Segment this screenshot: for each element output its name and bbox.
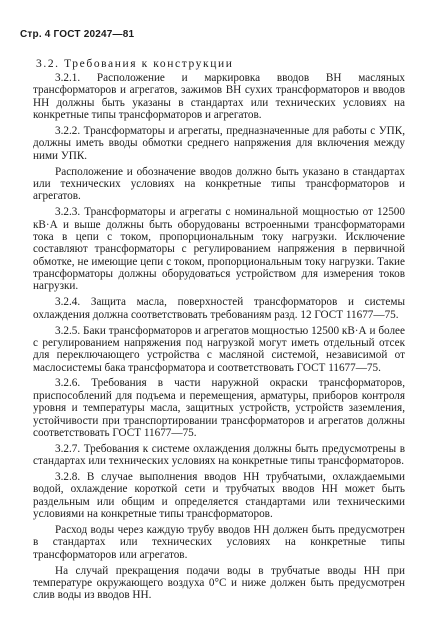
page-header: Стр. 4 ГОСТ 20247—81 bbox=[20, 29, 135, 40]
paragraph-3-2-6: 3.2.6. Требования в части наружной окраски трансформаторов, приспособлений для подъема и перемещения, арматуры, приборов контроля уровня и температуры масла, защитных устройств, устройств заземления, устойчивости при транспортировании трансформаторов и агрегатов должны соответствовать ГОСТ 11677—75. bbox=[33, 377, 405, 439]
section-title: 3.2. Требования к конструкции bbox=[36, 58, 234, 70]
paragraph-3-2-3: 3.2.3. Трансформаторы и агрегаты с номинальной мощностью от 12500 кВ·А и выше должны быть оборудованы встроенными трансформаторами тока в цепи с током, пропорциональным току нагрузки. Исключение составляют трансформаторы с регулированием напряжения в первичной обмотке, не имеющие цепи с током, пропорциональным току нагрузки. Такие трансформаторы должны оборудоваться устройством для измерения токов нагрузки. bbox=[33, 206, 405, 293]
paragraph-3-2-1: 3.2.1. Расположение и маркировка вводов ВН масляных трансформаторов и агрегатов, зажимов ВН сухих трансформаторов и вводов НН должны быть указаны в стандартах или технических условиях на конкретные типы трансформаторов и агрегатов. bbox=[33, 72, 405, 122]
paragraph-3-2-7: 3.2.7. Требования к системе охлаждения должны быть предусмотрены в стандартах или технических условиях на конкретные типы трансформаторов. bbox=[33, 442, 405, 468]
paragraph-3-2-8-drain: На случай прекращения подачи воды в трубчатые вводы НН при температуре окружающего воздуха 0°С и ниже должен быть предусмотрен слив воды из вводов НН. bbox=[33, 564, 405, 602]
paragraph-3-2-8-water: Расход воды через каждую трубу вводов НН должен быть предусмотрен в стандартах или технических условиях на конкретные типы трансформаторов или агрегатов. bbox=[33, 524, 405, 561]
document-body bbox=[33, 72, 405, 605]
paragraph-3-2-8: 3.2.8. В случае выполнения вводов НН трубчатыми, охлаждаемыми водой, охлаждение короткой сети и трубчатых вводов НН может быть раздельным или общим и определяется стандартами или техническими условиями на конкретные типы трансформаторов. bbox=[33, 471, 405, 521]
paragraph-3-2-4: 3.2.4. Защита масла, поверхностей трансформаторов и системы охлаждения должна соответствовать требованиям разд. 12 ГОСТ 11677—75. bbox=[33, 296, 405, 321]
paragraph-3-2-2-cont: Расположение и обозначение вводов должно быть указано в стандартах или технических условиях на конкретные типы трансформаторов и агрегатов. bbox=[33, 165, 405, 203]
paragraph-3-2-5: 3.2.5. Баки трансформаторов и агрегатов мощностью 12500 кВ·А и более с регулированием напряжения под нагрузкой могут иметь отдельный отсек для переключающего устройства с масляной системой, независимой от маслосистемы бака трансформатора и соответствовать ГОСТ 11677—75. bbox=[33, 324, 405, 374]
paragraph-3-2-2: 3.2.2. Трансформаторы и агрегаты, предназначенные для работы с УПК, должны иметь вводы обмотки среднего напряжения для включения между ними УПК. bbox=[33, 124, 405, 162]
